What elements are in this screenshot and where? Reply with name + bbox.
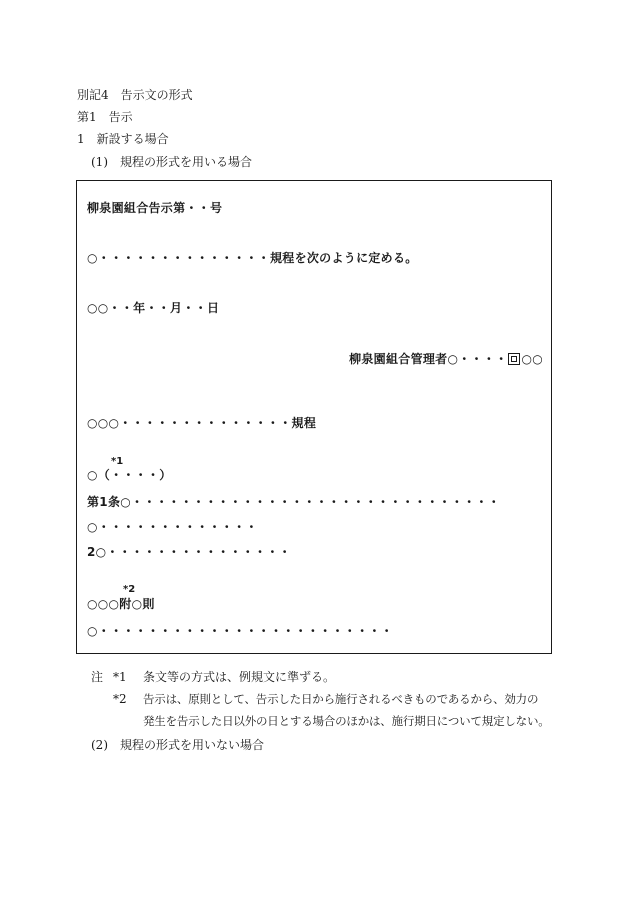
heading-caption: ○（・・・・）: [87, 468, 172, 482]
note-1-mark: *1: [113, 670, 127, 684]
notice-number: 柳泉園組合告示第・・号: [87, 201, 223, 215]
mark-1: *1: [111, 456, 124, 467]
sub-item-2-title: (2) 規程の形式を用いない場合: [91, 738, 264, 752]
date-line: ○○・・年・・月・・日: [87, 301, 220, 315]
note-1-text: 条文等の方式は、例規文に準ずる。: [143, 670, 336, 684]
regulation-title: ○○○・・・・・・・・・・・・・・規程: [87, 416, 317, 430]
mark-2: *2: [123, 584, 136, 595]
signer-tail: ○○: [521, 352, 543, 366]
seal-stamp-icon: [508, 353, 520, 365]
supplementary-text: ○・・・・・・・・・・・・・・・・・・・・・・・・: [87, 624, 393, 638]
notes-label: 注: [91, 670, 104, 684]
item-title: 1 新設する場合: [77, 132, 169, 146]
note-2-text-line-1: 告示は、原則として、告示した日から施行されるべきものであるから、効力の: [143, 692, 539, 706]
article-1-continuation: ○・・・・・・・・・・・・・: [87, 520, 258, 534]
sub-item-title: (1) 規程の形式を用いる場合: [91, 155, 252, 169]
enactment-line: ○・・・・・・・・・・・・・・規程を次のように定める。: [87, 251, 418, 265]
note-2-mark: *2: [113, 692, 127, 706]
signer-text: 柳泉園組合管理者○・・・・: [349, 352, 508, 366]
notice-form-frame: [76, 180, 552, 654]
signer-line: [349, 352, 543, 366]
article-1: 第1条○・・・・・・・・・・・・・・・・・・・・・・・・・・・・・・: [87, 495, 501, 509]
note-2-text-line-2: 発生を告示した日以外の日とする場合のほかは、施行期日について規定しない。: [143, 714, 550, 728]
supplementary-provisions: ○○○附○則: [87, 597, 155, 611]
section-title: 第1 告示: [77, 110, 133, 124]
paragraph-2: 2○・・・・・・・・・・・・・・・: [87, 545, 291, 559]
appendix-title: 別記4 告示文の形式: [77, 88, 193, 102]
